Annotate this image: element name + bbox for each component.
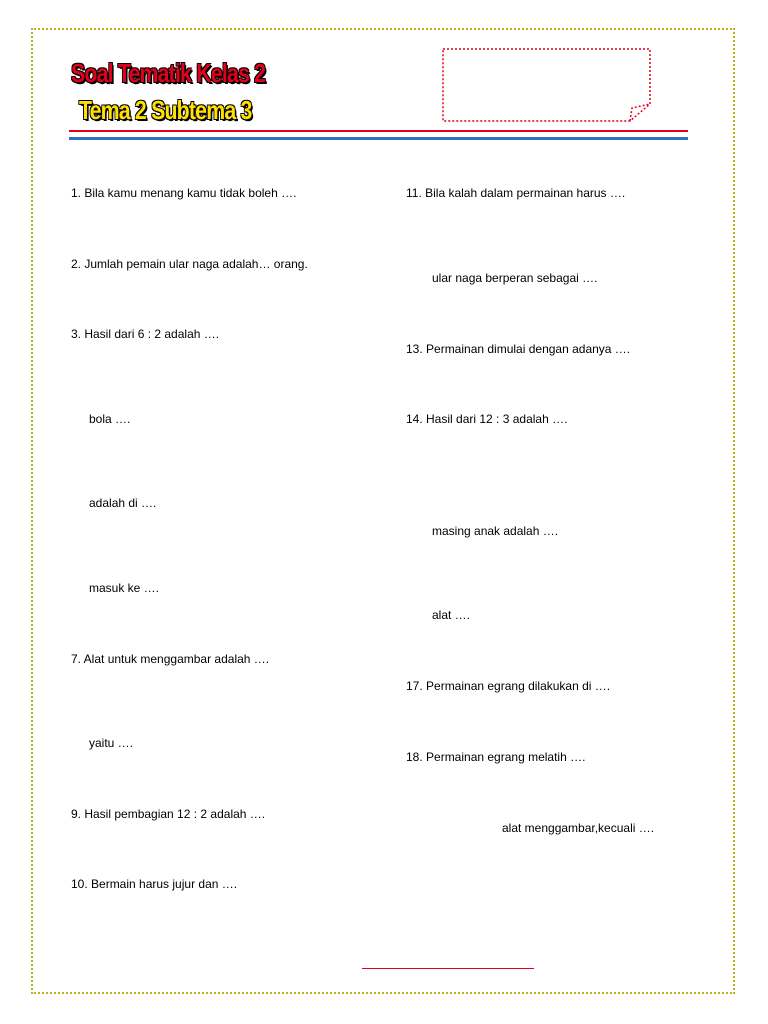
question-item: 7. Alat untuk menggambar adalah …. xyxy=(71,652,270,666)
footer-line xyxy=(362,968,534,969)
question-item: 18. Permainan egrang melatih …. xyxy=(406,750,586,764)
header-rule-blue xyxy=(69,137,688,140)
question-item: 2. Jumlah pemain ular naga adalah… orang. xyxy=(71,257,308,271)
question-item: adalah di …. xyxy=(89,496,157,510)
name-box xyxy=(442,48,651,122)
title-line-2: Tema 2 Subtema 3 xyxy=(79,95,252,125)
title-line-1: Soal Tematik Kelas 2 xyxy=(71,58,266,88)
question-item: bola …. xyxy=(89,412,131,426)
question-item: 3. Hasil dari 6 : 2 adalah …. xyxy=(71,327,220,341)
question-item: 14. Hasil dari 12 : 3 adalah …. xyxy=(406,412,568,426)
header-rule-red xyxy=(69,130,688,132)
question-item: yaitu …. xyxy=(89,736,134,750)
question-item: 17. Permainan egrang dilakukan di …. xyxy=(406,679,611,693)
question-item: 1. Bila kamu menang kamu tidak boleh …. xyxy=(71,186,297,200)
question-item: ular naga berperan sebagai …. xyxy=(432,271,598,285)
question-item: 11. Bila kalah dalam permainan harus …. xyxy=(406,186,626,200)
question-item: alat …. xyxy=(432,608,471,622)
question-item: 9. Hasil pembagian 12 : 2 adalah …. xyxy=(71,807,266,821)
question-item: 10. Bermain harus jujur dan …. xyxy=(71,877,238,891)
question-item: alat menggambar,kecuali …. xyxy=(502,821,655,835)
question-item: masuk ke …. xyxy=(89,581,160,595)
question-item: 13. Permainan dimulai dengan adanya …. xyxy=(406,342,631,356)
page-border xyxy=(31,28,735,994)
question-item: masing anak adalah …. xyxy=(432,524,559,538)
